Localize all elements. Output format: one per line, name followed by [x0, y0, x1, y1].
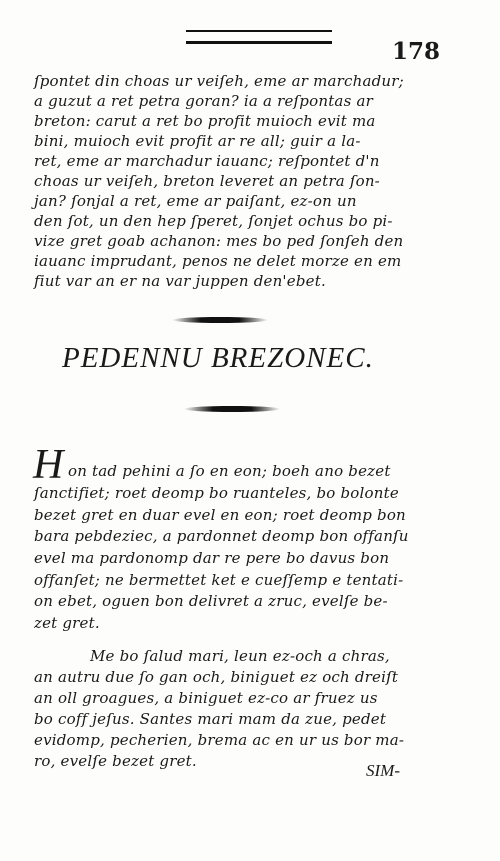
text-line: bara pebdeziec, a pardonnet deomp bon offanſu	[34, 527, 409, 545]
text-line: bini, muioch evit profit ar re all; guir a la-	[34, 132, 361, 150]
text-line: on tad pehini a ſo en eon; boeh ano bezet	[68, 462, 391, 480]
text-line: evel ma pardonomp dar re pere bo davus bon	[34, 549, 390, 567]
catchword: SIM-	[366, 761, 400, 780]
text-line: fiut var an er na var juppen den'ebet.	[34, 272, 326, 290]
text-line: choas ur veiſeh, breton leveret an petra ſon-	[34, 172, 380, 190]
text-line: den ſot, un den hep ſperet, ſonjet ochus bo pi-	[34, 212, 393, 230]
text-line: breton: carut a ret bo profit muioch evit ma	[34, 112, 376, 130]
section-title: PEDENNU BREZONEC.	[62, 342, 374, 374]
text-line: bo coff jeſus. Santes mari mam da zue, pedet	[34, 710, 387, 728]
section-ornament-rule	[172, 317, 268, 323]
text-line: Me bo ſalud mari, leun ez-och a chras,	[90, 647, 390, 665]
text-line: zet gret.	[34, 614, 100, 632]
title-ornament-rule	[184, 406, 280, 412]
text-line: iauanc imprudant, penos ne delet morze en em	[34, 252, 402, 270]
text-line: ret, eme ar marchadur iauanc; reſpontet d'n	[34, 152, 380, 170]
page-number: 178	[392, 38, 441, 65]
text-line: bezet gret en duar evel en eon; roet deomp bon	[34, 506, 406, 524]
drop-cap: H	[33, 442, 64, 488]
text-line: an oll groagues, a biniguet ez-co ar fruez us	[34, 689, 378, 707]
text-line: jan? ſonjal a ret, eme ar paiſant, ez-on un	[34, 192, 357, 210]
text-line: offanſet; ne bermettet ket e cueſſemp e tentati-	[34, 571, 404, 589]
text-line: a guzut a ret petra goran? ia a reſpontas ar	[34, 92, 373, 110]
text-line: on ebet, oguen bon delivret a zruc, evelſe be-	[34, 592, 388, 610]
text-line: ro, evelſe bezet gret.	[34, 752, 197, 770]
text-line: evidomp, pecherien, brema ac en ur us bor ma-	[34, 731, 405, 749]
text-line: an autru due ſo gan och, biniguet ez och dreiſt	[34, 668, 399, 686]
text-line: ſanctifiet; roet deomp bo ruanteles, bo bolonte	[34, 484, 399, 502]
header-double-rule	[186, 30, 332, 44]
text-line: ſpontet din choas ur veiſeh, eme ar marchadur;	[34, 72, 404, 90]
text-line: vize gret goab achanon: mes bo ped ſonſeh den	[34, 232, 404, 250]
